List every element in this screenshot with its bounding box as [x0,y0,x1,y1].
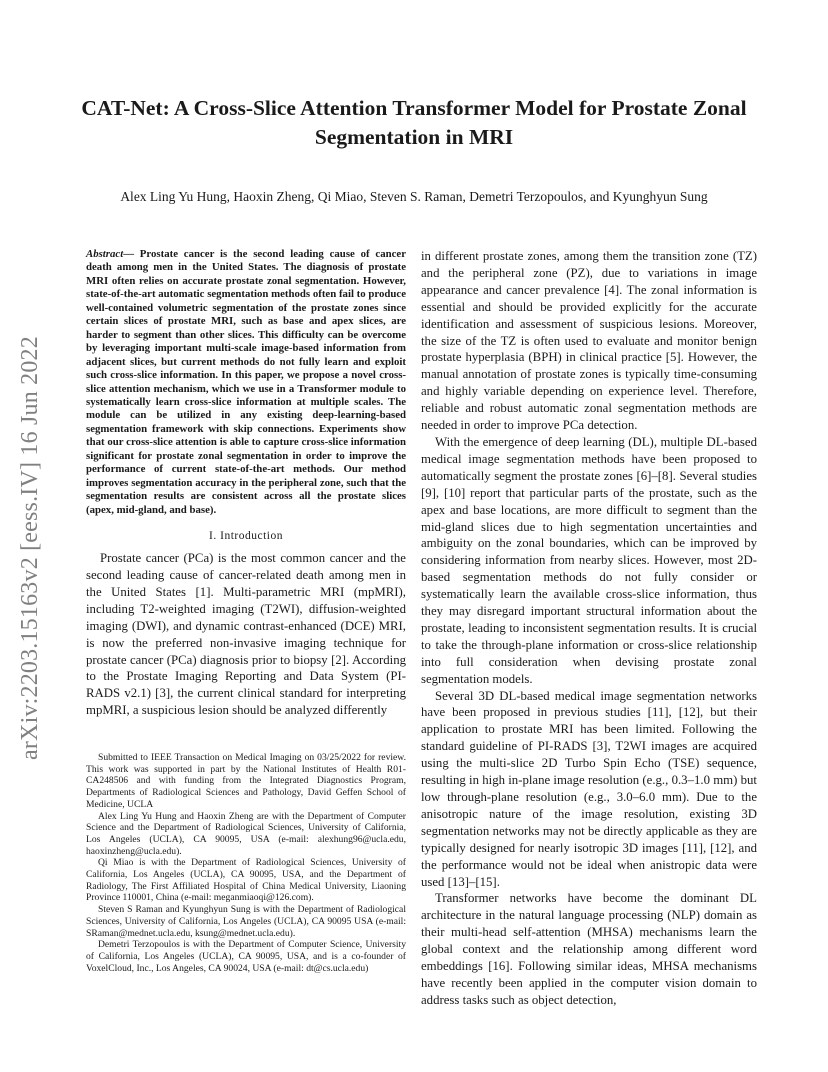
footnote: Demetri Terzopoulos is with the Department of Computer Science, University of California, Los Angeles (UCLA), CA 90095, USA, and is a co-founder of VoxelCloud, Inc., Los Angeles, CA 90024, USA (e-mail: dt@cs.ucla.edu) [86,939,406,974]
section-heading: I. Introduction [209,530,283,543]
footnote: Qi Miao is with the Department of Radiological Sciences, University of California, Los Angeles (UCLA), CA 90095, USA, and the Department of Radiology, The First Affiliated Hospital of China Medical University, Liaoning Province 110001, China (e-mail: meganmiaoqi@126.com). [86,857,406,904]
arxiv-stamp: arXiv:2203.15163v2 [eess.IV] 16 Jun 2022 [17,336,43,760]
body-paragraph: With the emergence of deep learning (DL), multiple DL-based medical image segmentation methods have been proposed to automatically segment the prostate zones [6]–[8]. Several studies [9], [10] report that particular parts of the prostate, such as the apex and base locations, are more difficult to segment than the mid-gland slices due to high segmentation uncertainties and ambiguity on the zonal boundaries, which can be improved by considering information from nearby slices. However, most 2D-based segmentation methods do not fully consider or systematically learn the available cross-slice information, thus they may disregard important structural information about the prostate, leading to inconsistent segmentation results. It is crucial to take the through-plane information or cross-slice relationship into full consideration when devising prostate zonal segmentation models. [421,434,757,686]
footnote: Submitted to IEEE Transaction on Medical Imaging on 03/25/2022 for review. This work was supported in part by the National Institutes of Health R01-CA248506 and with funding from the Integrated Diagnostics Program, Departments of Radiological Sciences and Pathology, David Geffen School of Medicine, UCLA [86,752,406,810]
abstract [86,248,406,517]
footnotes [86,752,406,974]
abstract-text: — Prostate cancer is the second leading cause of cancer death among men in the United States. The diagnosis of prostate MRI often relies on accurate prostate zonal segmentation. However, state-of-the-art automatic segmentation methods often fail to produce well-contained volumetric segmentation of the prostate zones since certain slices of prostate MRI, such as base and apex slices, are harder to segment than other slices. This difficulty can be overcome by leveraging important multi-scale image-based information from adjacent slices, but current methods do not fully learn and exploit such cross-slice information. In this paper, we propose a novel cross-slice attention mechanism, which we use in a Transformer module to systematically learn cross-slice information at multiple scales. The module can be utilized in any existing deep-learning-based segmentation framework with skip connections. Experiments show that our cross-slice attention is able to capture cross-slice information significant for prostate zonal segmentation in order to improve the performance of current state-of-the-art methods. Our method improves segmentation accuracy in the peripheral zone, such that the segmentation results are consistent across all the prostate slices (apex, mid-gland, and base). [86,248,406,516]
body-paragraph: Transformer networks have become the dominant DL architecture in the natural language processing (NLP) domain as their multi-head self-attention (MHSA) mechanisms learn the global context and the relationship among different word embeddings [16]. Following similar ideas, MHSA mechanisms have recently been applied in the computer vision domain to address tasks such as object detection, [421,891,757,1007]
intro-paragraph: Prostate cancer (PCa) is the most common cancer and the second leading cause of cancer-related death among men in the United States [1]. Multi-parametric MRI (mpMRI), including T2-weighted imaging (T2WI), diffusion-weighted imaging (DWI), and dynamic contrast-enhanced (DCE) MRI, is now the preferred non-invasive imaging technique for prostate cancer (PCa) diagnosis prior to biopsy [2]. According to the Prostate Imaging Reporting and Data System (PI-RADS v2.1) [3], the current clinical standard for interpreting mpMRI, a suspicious lesion should be analyzed differently [86,551,406,718]
body-paragraph: in different prostate zones, among them the transition zone (TZ) and the peripheral zone (PZ), due to variations in image appearance and cancer prevalence [4]. The zonal information is essential and should be provided explicitly for the accurate identification and assessment of suspicious lesions. Moreover, the size of the TZ is often used to evaluate and monitor benign prostate hyperplasia (BPH) in clinical practice [5]. However, the manual annotation of prostate zones is typically time-consuming and highly variable depending on experience level. Therefore, reliable and robust automatic zonal segmentation methods are needed in order to improve PCa detection. [421,249,757,433]
paper-title: CAT-Net: A Cross-Slice Attention Transformer Model for Prostate Zonal Segmentation in MRI [81,96,747,149]
author-list: Alex Ling Yu Hung, Haoxin Zheng, Qi Miao, Steven S. Raman, Demetri Terzopoulos, and Kyunghyun Sung [120,189,708,204]
abstract-label: Abstract [86,248,124,260]
right-column [421,248,757,1009]
body-paragraph: Several 3D DL-based medical image segmentation networks have been proposed in previous studies [11], [12], but their application to prostate MRI has been limited. Following the standard guideline of PI-RADS [3], T2WI images are acquired using the multi-slice 2D Turbo Spin Echo (TSE) sequence, resulting in high in-plane image resolution (e.g., 0.3–1.0 mm) but low through-plane resolution (e.g., 3.0–6.0 mm). Due to the anisotropic nature of the image resolution, existing 3D segmentation networks may not be directly applicable as they are typically designed for nearly isotropic 3D images [11], [12], and the performance would not be ideal when anistropic data were used [13]–[15]. [421,688,757,889]
footnote: Steven S Raman and Kyunghyun Sung is with the Department of Radiological Sciences, University of California, Los Angeles (UCLA), CA 90095 USA (e-mail: SRaman@mednet.ucla.edu, ksung@mednet.ucla.edu). [86,904,406,939]
left-column [86,248,406,719]
footnote: Alex Ling Yu Hung and Haoxin Zheng are with the Department of Computer Science and the Department of Radiological Sciences, University of California, Los Angeles (UCLA), CA 90095, USA (e-mail: alexhung96@ucla.edu, haoxinzheng@ucla.edu). [86,810,406,857]
